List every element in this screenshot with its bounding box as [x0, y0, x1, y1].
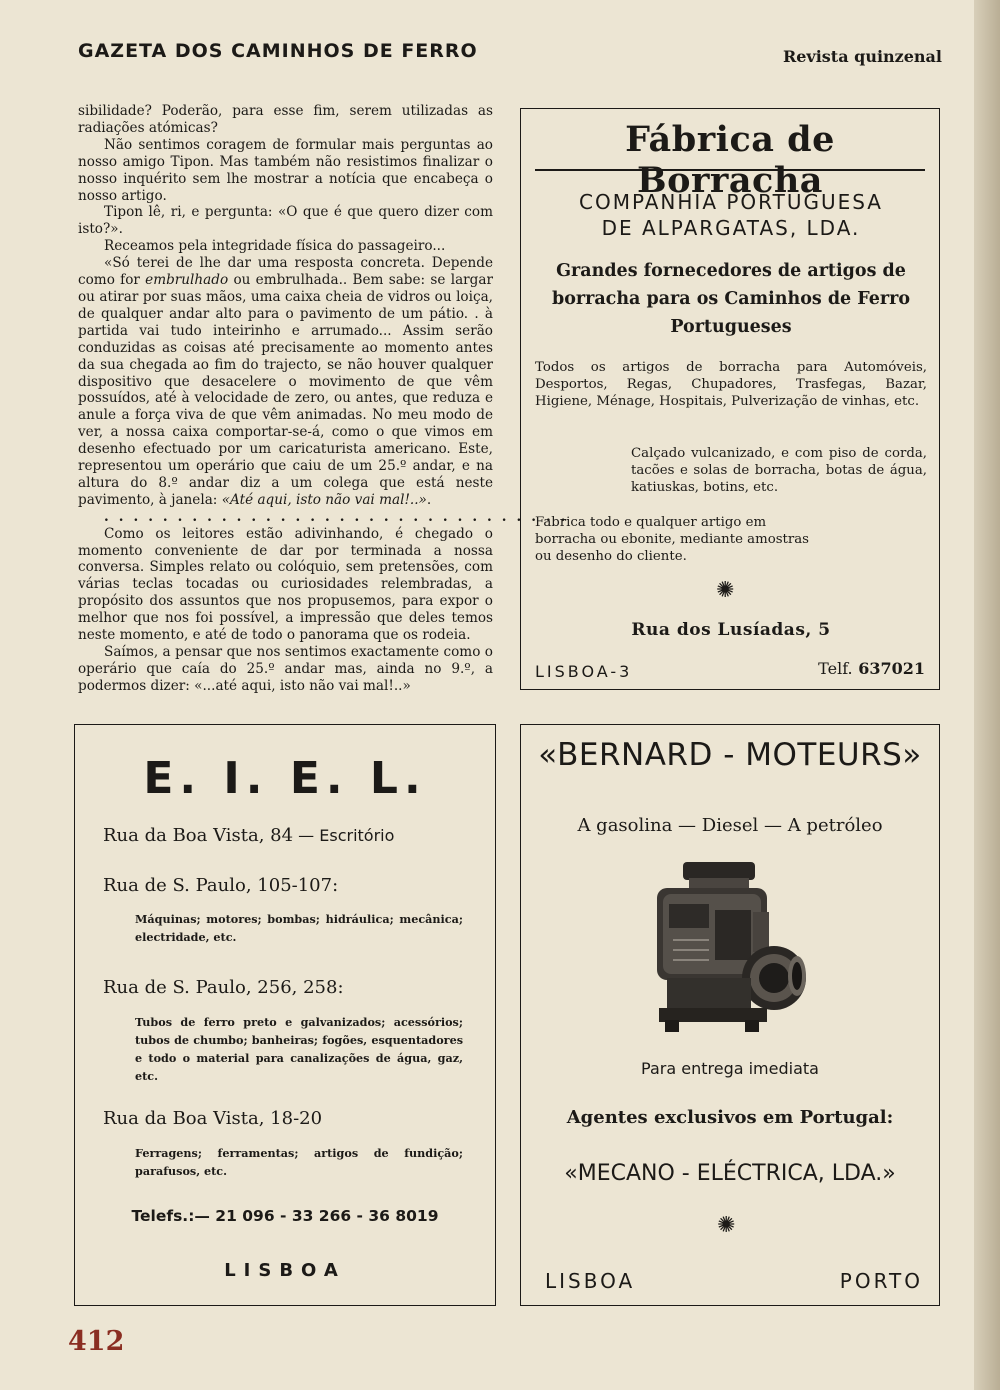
custom-paragraph: Fabrica todo e qualquer artigo em borracha ou ebonite, mediante amostras ou desenho do cliente. — [535, 515, 809, 564]
products-paragraph: Todos os artigos de borracha para Automóveis, Desportos, Regas, Chupadores, Trasfegas, Bazar, Higiene, Ménage, Hospitais, Pulverização de vinhas, etc. — [535, 360, 927, 409]
text-run: ................................ — [104, 508, 576, 525]
ad-eiel — [74, 724, 496, 1306]
text-run: Saímos, a pensar que nos sentimos exactamente como o operário que caía do 25.º andar mas, ainda no 9.º, a podermos dizer: «...até aqui, isto não vai mal!..» — [78, 644, 493, 694]
city: LISBOA-3 — [535, 662, 633, 681]
journal-subtitle: Revista quinzenal — [782, 47, 942, 66]
footwear-paragraph: Calçado vulcanizado, e com piso de corda, tacões e solas de borracha, botas de água, katiuskas, botins, etc. — [631, 446, 927, 495]
text-run: Não sentimos coragem de formular mais perguntas ao nosso amigo Tipon. Mas também não resistimos finalizar o nosso inquérito sem lhe mostrar a notícia que encabeça o nosso artigo. — [78, 136, 493, 204]
city: LISBOA — [224, 1260, 346, 1281]
text-run: «Só terei de lhe dar uma resposta concreta. Depende como for — [78, 255, 493, 289]
address-4: Rua da Boa Vista, 18-20 — [103, 1108, 323, 1129]
title-rule — [535, 169, 925, 171]
ad-fabrica-borracha — [520, 108, 940, 690]
telephone-number: 637021 — [858, 659, 925, 678]
article-paragraph — [78, 137, 493, 205]
telephones: Telefs.:— 21 096 - 33 266 - 36 8019 — [131, 1207, 439, 1225]
company-line-2: DE ALPARGATAS, LDA. — [601, 216, 861, 240]
fuel-types: A gasolina — Diesel — A petróleo — [577, 815, 883, 836]
article-column — [78, 103, 576, 695]
address-1-note: — Escritório — [293, 826, 395, 845]
article-paragraph — [78, 526, 493, 644]
ornament-icon: ✺ — [717, 1213, 736, 1238]
telephone — [818, 659, 925, 678]
page-edge-shadow — [974, 0, 1000, 1390]
text-run: Como os leitores estão adivinhando, é chegado o momento conveniente de dar por terminada a nossa conversa. Simples relato ou colóquio, sem pretensões, com várias teclas tocadas ou curiosidades relembradas, a propósito dos assuntos que nos propusemos, para expor o melhor que nos foi possível, a impressão que deles temos neste momento, e até de todo o panorama que os rodeia. — [78, 525, 493, 644]
ornament-icon: ✺ — [716, 578, 735, 603]
telephone-label: Telf. — [818, 659, 853, 678]
address-1-street: Rua da Boa Vista, 84 — [103, 825, 294, 846]
address-2-desc: Máquinas; motores; bombas; hidráulica; mecânica; electridade, etc. — [135, 912, 463, 944]
ad-title: Fábrica de Borracha — [625, 119, 835, 201]
article-paragraph — [78, 255, 493, 509]
engine-photo — [649, 860, 811, 1035]
address-1 — [103, 825, 394, 846]
italic-text: «Até aqui, isto não vai mal!..» — [221, 491, 427, 508]
address-2: Rua de S. Paulo, 105-107: — [103, 875, 339, 896]
city-porto: PORTO — [839, 1269, 923, 1293]
ad-title: E. I. E. L. — [143, 753, 427, 804]
article-paragraph — [78, 644, 493, 695]
delivery-note: Para entrega imediata — [641, 1059, 819, 1078]
journal-title: GAZETA DOS CAMINHOS DE FERRO — [78, 40, 478, 62]
address-4-desc: Ferragens; ferramentas; artigos de fundição; parafusos, etc. — [135, 1146, 463, 1178]
ellipsis-divider — [78, 508, 576, 526]
article-paragraph — [78, 204, 493, 238]
italic-text: embrulhado — [145, 272, 229, 289]
city-lisboa: LISBOA — [545, 1269, 636, 1293]
article-paragraph — [78, 238, 493, 255]
text-run: sibilidade? Poderão, para esse fim, serem utilizadas as radiações atómicas? — [78, 103, 493, 136]
text-run: . — [426, 491, 432, 508]
article-paragraph — [78, 103, 493, 137]
text-run: Tipon lê, ri, e pergunta: «O que é que quero dizer com isto?». — [78, 204, 493, 238]
company-name — [531, 189, 931, 241]
address-3: Rua de S. Paulo, 256, 258: — [103, 977, 344, 998]
dealer-name: «MECANO - ELÉCTRICA, LDA.» — [564, 1161, 896, 1186]
company-line-1: COMPANHIA PORTUGUESA — [579, 190, 883, 214]
tagline: Grandes fornecedores de artigos de borracha para os Caminhos de Ferro Portugueses — [551, 261, 910, 337]
text-run: ou embrulhada.. Bem sabe: se largar ou atirar por suas mãos, uma caixa cheia de vidros ou loiça, de qualquer andar alto para o pavimento de um pátio. . à partida vai tudo inteirinho e arrumado... Assim serão conduzidas as coisas até precisamente ao momento antes da sua chegada ao fim do trajecto, se não houver qualquer dispositivo que desacelere o movimento de que vêm possuídos, até à velocidade de zero, ou antes, que reduza e anule a força viva de que vêm animadas. No meu modo de ver, a nossa caixa comportar-se-á, como o que vimos em desenho efectuado por um caricaturista americano. Este, representou um operário que caiu de um 25.º andar, e na altura do 8.º andar diz a um colega que está neste pavimento, à janela: — [78, 272, 493, 508]
page-number: 412 — [68, 1326, 125, 1357]
agents-heading: Agentes exclusivos em Portugal: — [566, 1107, 894, 1128]
text-run: Receamos pela integridade física do passageiro... — [104, 238, 446, 255]
ad-title: «BERNARD - MOTEURS» — [538, 737, 922, 773]
address-3-desc: Tubos de ferro preto e galvanizados; acessórios; tubos de chumbo; banheiras; fogões, esquentadores e todo o material para canalizações de água, gaz, etc. — [135, 1015, 463, 1083]
ad-bernard-moteurs — [520, 724, 940, 1306]
address: Rua dos Lusíadas, 5 — [631, 620, 831, 640]
